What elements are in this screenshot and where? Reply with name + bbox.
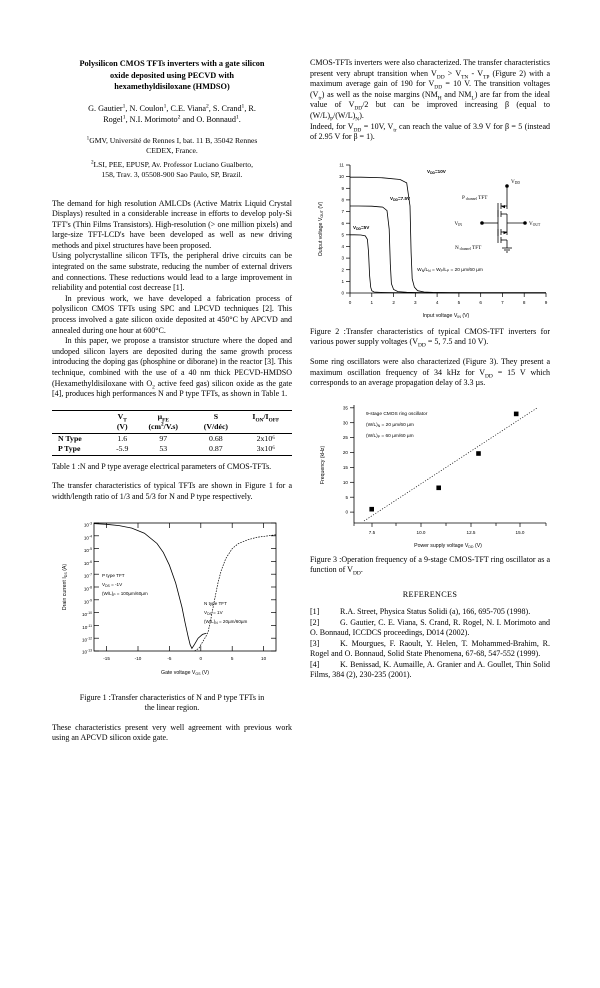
- figure-2-y-axis-label: Output voltage $V_{OUT}$ (V): [318, 201, 325, 257]
- page-title: Polysilicon CMOS TFTs inverters with a gate silicon oxide deposited using PECVD with hexamethyldisiloxane (HMDSO): [79, 59, 265, 91]
- svg-text:VDD=7.5V: $V_{DD}=7.5V$: [390, 195, 411, 202]
- table-header-ion: $I_{ON}/I_{OFF}$: [240, 410, 292, 422]
- svg-text:N type TFT: N type TFT: [204, 600, 227, 606]
- svg-text:10-5: $10^{-5}$: [83, 546, 92, 553]
- figure-3-y-axis-label: Frequency (kHz): [320, 445, 326, 484]
- figure-3-annotation: [366, 411, 428, 439]
- paragraph-inverters: CMOS-TFTs inverters were also characterized. The transfer characteristics present very abrupt transition when $V_{DD} > V_{TN} - V_{TP}$ (Figure 2) with a maximum average gain of 190 for $V_{DD} = 10$ V. The transition voltages $(V_{tr})$ as well as the noise margins ($NM_H$ and $NM_L$) are far from the ideal value of $V_{DD}/2$ but can be improved increasing β (equal to $(W/L)_P/(W/L)_N$).: [310, 58, 551, 123]
- table-parameters: [52, 410, 292, 456]
- reference-number: [1]: [310, 606, 320, 616]
- data-point: [436, 485, 441, 490]
- figure-2: [310, 157, 550, 323]
- svg-text:N channel TFT: N $_{channel}$ TFT: [455, 244, 482, 251]
- figure-2-x-ticks: [349, 300, 548, 305]
- reference-text: K. Mourgues, F. Raoult, Y. Helen, T. Mohammed-Brahim, R. Rogel and O. Bonnaud, Solid State Phenomena, 67-68, 547-552 (1999).: [310, 638, 550, 659]
- svg-text:15.0: 15.0: [515, 529, 525, 535]
- svg-text:7: 7: [501, 299, 504, 305]
- svg-text:10-11: $10^{-11}$: [82, 623, 92, 630]
- figure-2-caption: Figure 2 :Transfer characteristics of typical CMOS-TFT inverters for various power supply voltages ($V_{DD} = 5$, 7.5 and 10 V).: [310, 326, 550, 349]
- figure-1-caption: Figure 1 :Transfer characteristics of N and P type TFTs in the linear region.: [79, 692, 265, 713]
- left-column: [52, 58, 292, 744]
- data-point: [514, 411, 519, 416]
- svg-text:7.5: 7.5: [368, 529, 376, 535]
- svg-text:10-9: $10^{-9}$: [83, 597, 92, 604]
- table-cell-label: N Type: [58, 434, 82, 444]
- reference-number: [2]: [310, 617, 320, 627]
- table-header-s: S: [192, 410, 239, 422]
- table-header-vt: $V_T$: [110, 410, 134, 422]
- figure-1-y-tickmarks: [94, 523, 276, 651]
- paragraph-fig1-intro: The transfer characteristics of typical TFTs are shown in Figure 1 for a width/length ratio of 1/3 and 5/3 for N and P type respectively.: [52, 481, 292, 501]
- svg-text:10-4: $10^{-4}$: [83, 533, 92, 540]
- svg-text:8: 8: [522, 299, 526, 305]
- svg-text:0: 0: [345, 509, 348, 515]
- figure-3-svg: [310, 399, 550, 551]
- svg-text:7: 7: [341, 208, 344, 214]
- data-point: [369, 507, 374, 512]
- svg-text:6: 6: [479, 299, 482, 305]
- figure-2-y-ticks: [339, 162, 345, 295]
- table-unit-blank: [52, 422, 110, 434]
- figure-3-caption: Figure 3 :Operation frequency of a 9-stage CMOS-TFT ring oscillator as a function of $V_{DD}$.: [310, 554, 550, 577]
- svg-text:11: 11: [339, 162, 344, 168]
- svg-text:10-10: $10^{-10}$: [81, 610, 92, 617]
- svg-text:3: 3: [414, 299, 417, 305]
- table-unit-vt: (V): [110, 422, 134, 434]
- svg-text:2: 2: [392, 299, 395, 305]
- svg-text:P type TFT: P type TFT: [102, 572, 125, 578]
- svg-text:P channel TFT: P $_{channel}$ TFT: [462, 194, 488, 201]
- svg-text:15: 15: [342, 464, 348, 470]
- svg-text:5: 5: [341, 232, 344, 238]
- svg-text:25: 25: [342, 434, 348, 440]
- figure-1-curve-ntype: [194, 534, 276, 650]
- svg-text:12.5: 12.5: [466, 529, 476, 535]
- svg-text:9-stage CMOS ring oscillator: 9-stage CMOS ring oscillator: [366, 411, 428, 417]
- figure-2-inset-note: $W_N/L_N = W_P/L_P = 20$ µm/60 µm: [417, 267, 483, 273]
- reference-item: [310, 607, 550, 618]
- reference-number: [4]: [310, 659, 320, 669]
- affiliation-2: $^2$LSI, PEE, EPUSP, Av. Professor Luciano Gualberto, 158, Trav. 3, 05508-900 Sao Paulo, SP, Brazil.: [90, 158, 254, 179]
- svg-text:10-12: $10^{-12}$: [81, 636, 92, 643]
- figure-1-x-tickmarks: [107, 523, 264, 651]
- figure-1-x-axis-label: Gate voltage $V_{GS}$ (V): [161, 669, 209, 676]
- svg-text:5: 5: [345, 494, 348, 500]
- figure-3-y-ticks: [343, 405, 349, 514]
- svg-text:VOUT: $V_{OUT}$: [529, 220, 541, 227]
- data-point: [476, 451, 481, 456]
- table-row: [52, 433, 292, 444]
- reference-number: [3]: [310, 638, 320, 648]
- figure-2-y-tickmarks: [346, 165, 350, 293]
- figure-2-curve-vdd10: [350, 177, 546, 293]
- paragraph-agreement: These characteristics present very well agreement with previous work using an APCVD silicon oxide gate.: [52, 722, 292, 743]
- figure-1: [52, 513, 292, 691]
- svg-text:10-8: $10^{-8}$: [83, 585, 92, 592]
- svg-text:3: 3: [341, 255, 344, 261]
- svg-text:VDS = 1V: $V_{DS} = 1V$: [204, 609, 223, 616]
- svg-text:VDD: $V_{DD}$: [511, 178, 520, 185]
- svg-text:VDS = -1V: $V_{DS} = -1V$: [102, 581, 123, 588]
- svg-text:10-3: $10^{-3}$: [83, 521, 92, 528]
- table-unit-mu: $(cm^2/V.s)$: [134, 422, 192, 434]
- table-caption: Table 1 :N and P type average electrical parameters of CMOS-TFTs.: [52, 461, 272, 471]
- figure-3-y-tickmarks: [350, 408, 354, 512]
- figure-3: [310, 399, 550, 551]
- table-cell-mu: 97: [159, 434, 168, 444]
- figure-1-y-ticks: [82, 521, 92, 654]
- table-cell-s: 0.68: [209, 434, 223, 444]
- reference-item: [310, 618, 550, 639]
- svg-text:(W/L)N = 20µm/60µm: $(W/L)_N = 20\mu m/60\mu m$: [204, 618, 248, 625]
- paragraph-previous-work: In previous work, we have developed a fabrication process of polysilicon CMOS TFTs using SPC and LPCVD techniques [2]. This process involved a gate silicon oxide deposited at 450°C by APCVD and annealed during one hour at 600°C.: [52, 293, 292, 335]
- paragraph-intro-2: Using polycrystalline silicon TFTs, the peripheral drive circuits can be integrated on the same substrate, reducing the number of external drivers and connections. These reductions would lead to a large improvement in reliability and potential cost decrease [1].: [52, 251, 292, 293]
- svg-text:-15: -15: [103, 655, 110, 661]
- svg-text:-5: -5: [167, 655, 172, 661]
- svg-text:VIN: $V_{IN}$: [454, 220, 462, 227]
- svg-text:VDD=10V: $V_{DD}=10V$: [427, 168, 446, 175]
- figure-3-x-tickmarks: [354, 523, 546, 527]
- table-cell-vt: -5.9: [110, 444, 134, 456]
- svg-text:8: 8: [341, 197, 344, 203]
- svg-text:9: 9: [544, 299, 548, 305]
- svg-text:10-7: $10^{-7}$: [83, 572, 92, 579]
- svg-text:(W/L)P = 60 µm/60 µm: $(W/L)_P = 60$ µm/60 µm: [366, 433, 414, 439]
- svg-text:5: 5: [230, 655, 234, 661]
- svg-text:30: 30: [342, 420, 348, 426]
- figure-2-curve-vdd5: [350, 235, 546, 293]
- references-heading: REFERENCES: [402, 589, 458, 599]
- table-cell-label: P Type: [52, 444, 110, 456]
- svg-text:10-6: $10^{-6}$: [83, 559, 92, 566]
- table-unit-s: (V/déc): [192, 422, 239, 434]
- table-unit-ion: [240, 422, 292, 434]
- svg-text:5: 5: [457, 299, 461, 305]
- page-columns: [52, 58, 551, 744]
- figure-1-annotation-ntype: [204, 601, 248, 625]
- svg-text:2: 2: [341, 267, 344, 273]
- svg-text:10-13: $10^{-13}$: [81, 648, 92, 655]
- svg-text:0: 0: [199, 655, 203, 661]
- svg-text:(W/L)P = 100µm/60µm: $(W/L)_P = 100\mu m/60\mu m$: [102, 590, 148, 597]
- reference-item: [310, 639, 550, 660]
- svg-text:20: 20: [342, 449, 348, 455]
- reference-text: R.A. Street, Physica Status Solidi (a), 166, 695-705 (1998).: [340, 606, 531, 616]
- svg-text:6: 6: [341, 220, 344, 226]
- figure-1-y-axis-label: Drain current $I_{DS}$ (A): [62, 563, 69, 610]
- table-header-blank: [52, 410, 110, 422]
- author-list: G. Gautier$^1$, N. Coulon$^1$, C.E. Viana$^2$, S. Crand$^1$, R. Rogel$^1$, N.I. Morimoto$^2$ and O. Bonnaud$^1$.: [88, 102, 256, 124]
- figure-2-curve-vdd75: [350, 206, 546, 293]
- figure-2-inset-circuit: [481, 184, 527, 251]
- paragraph-this-paper: In this paper, we propose a transistor structure where the doped and undoped silicon layers are deposited during the same growth process introducing the doping gas (phosphine or diborane) in the reactor [3]. This technique, combined with the use of a 40 nm thick PECVD-HMDSO (Hexamethyldisiloxane with $O_2$ active feed gas) silicon oxide as the gate [4], produces high performances N and P type TFTs, as shown in Table 1.: [52, 336, 292, 399]
- svg-text:VDD=5V: $V_{DD}=5V$: [353, 224, 370, 231]
- table-cell-ion: 2x10⁶: [256, 434, 275, 444]
- table-cell-mu: 53: [134, 444, 192, 456]
- paragraph-ring-oscillator: Some ring oscillators were also characterized (Figure 3). They present a maximum oscillation frequency of 34 kHz for $V_{DD} = 15$ V which corresponds to an average propagation delay of 3.3 µs.: [310, 356, 551, 388]
- affiliation-1: $^1$GMV, Université de Rennes I, bat. 11 B, 35042 Rennes CEDEX, France.: [86, 134, 258, 155]
- svg-text:10: 10: [342, 479, 348, 485]
- svg-text:4: 4: [341, 243, 344, 249]
- table-header-mu: µ$_{FE}$: [134, 410, 192, 422]
- paragraph-intro-1: The demand for high resolution AMLCDs (Active Matrix Liquid Crystal Displays) resulted in a considerable increase in efforts to develop poly-Si TFT's (Thin Films Transistors). High-resolution (> one million pixels) and large-size TFT-LCD's have been developed as well as new driving methods and pixel structures have been proposed.: [52, 198, 292, 250]
- svg-text:10: 10: [261, 655, 267, 661]
- figure-3-x-axis-label: Power supply voltage $V_{DD}$ (V): [414, 542, 482, 549]
- table-cell-vt: 1.6: [117, 434, 128, 444]
- svg-text:10: 10: [338, 173, 344, 179]
- reference-text: K. Benissad, K. Aumaille, A. Granier and A. Goullet, Thin Solid Films, 384 (2), 230-235 (2001).: [310, 659, 550, 680]
- figure-1-annotation-ptype: [102, 573, 148, 597]
- table-cell-ion: 3x10⁶: [240, 444, 292, 456]
- reference-item: [310, 660, 550, 681]
- reference-text: G. Gautier, C. E. Viana, S. Crand, R. Rogel, N. I. Morimoto and O. Bonnaud, ICCDCS proceedings, D014 (2002).: [310, 617, 550, 638]
- svg-text:1: 1: [370, 299, 374, 305]
- svg-text:4: 4: [435, 299, 439, 305]
- paragraph-indeed: Indeed, for $V_{DD} = 10V$, $V_{tr}$ can reach the value of 3.9 V for β = 5 (instead of 2.95 V for β = 1).: [310, 121, 550, 142]
- svg-text:0: 0: [348, 299, 352, 305]
- table-cell-s: 0.87: [192, 444, 239, 456]
- svg-text:10.0: 10.0: [416, 529, 426, 535]
- svg-text:(W/L)N = 20 µm/60 µm: $(W/L)_N = 20$ µm/60 µm: [366, 422, 414, 428]
- figure-2-x-axis-label: Input voltage $V_{IN}$ (V): [422, 312, 470, 319]
- right-column: [310, 58, 550, 744]
- svg-text:-10: -10: [134, 655, 142, 661]
- table-row: [52, 444, 292, 456]
- figure-1-x-ticks: [103, 656, 266, 661]
- svg-text:9: 9: [341, 185, 344, 191]
- figure-2-svg: [310, 157, 550, 323]
- figure-3-x-ticks: [369, 530, 525, 535]
- figure-1-svg: [52, 513, 292, 691]
- figure-2-series-labels: [353, 169, 447, 231]
- svg-text:35: 35: [342, 405, 348, 411]
- svg-text:1: 1: [341, 278, 344, 284]
- figure-2-x-tickmarks: [350, 293, 546, 297]
- svg-text:0: 0: [341, 290, 344, 296]
